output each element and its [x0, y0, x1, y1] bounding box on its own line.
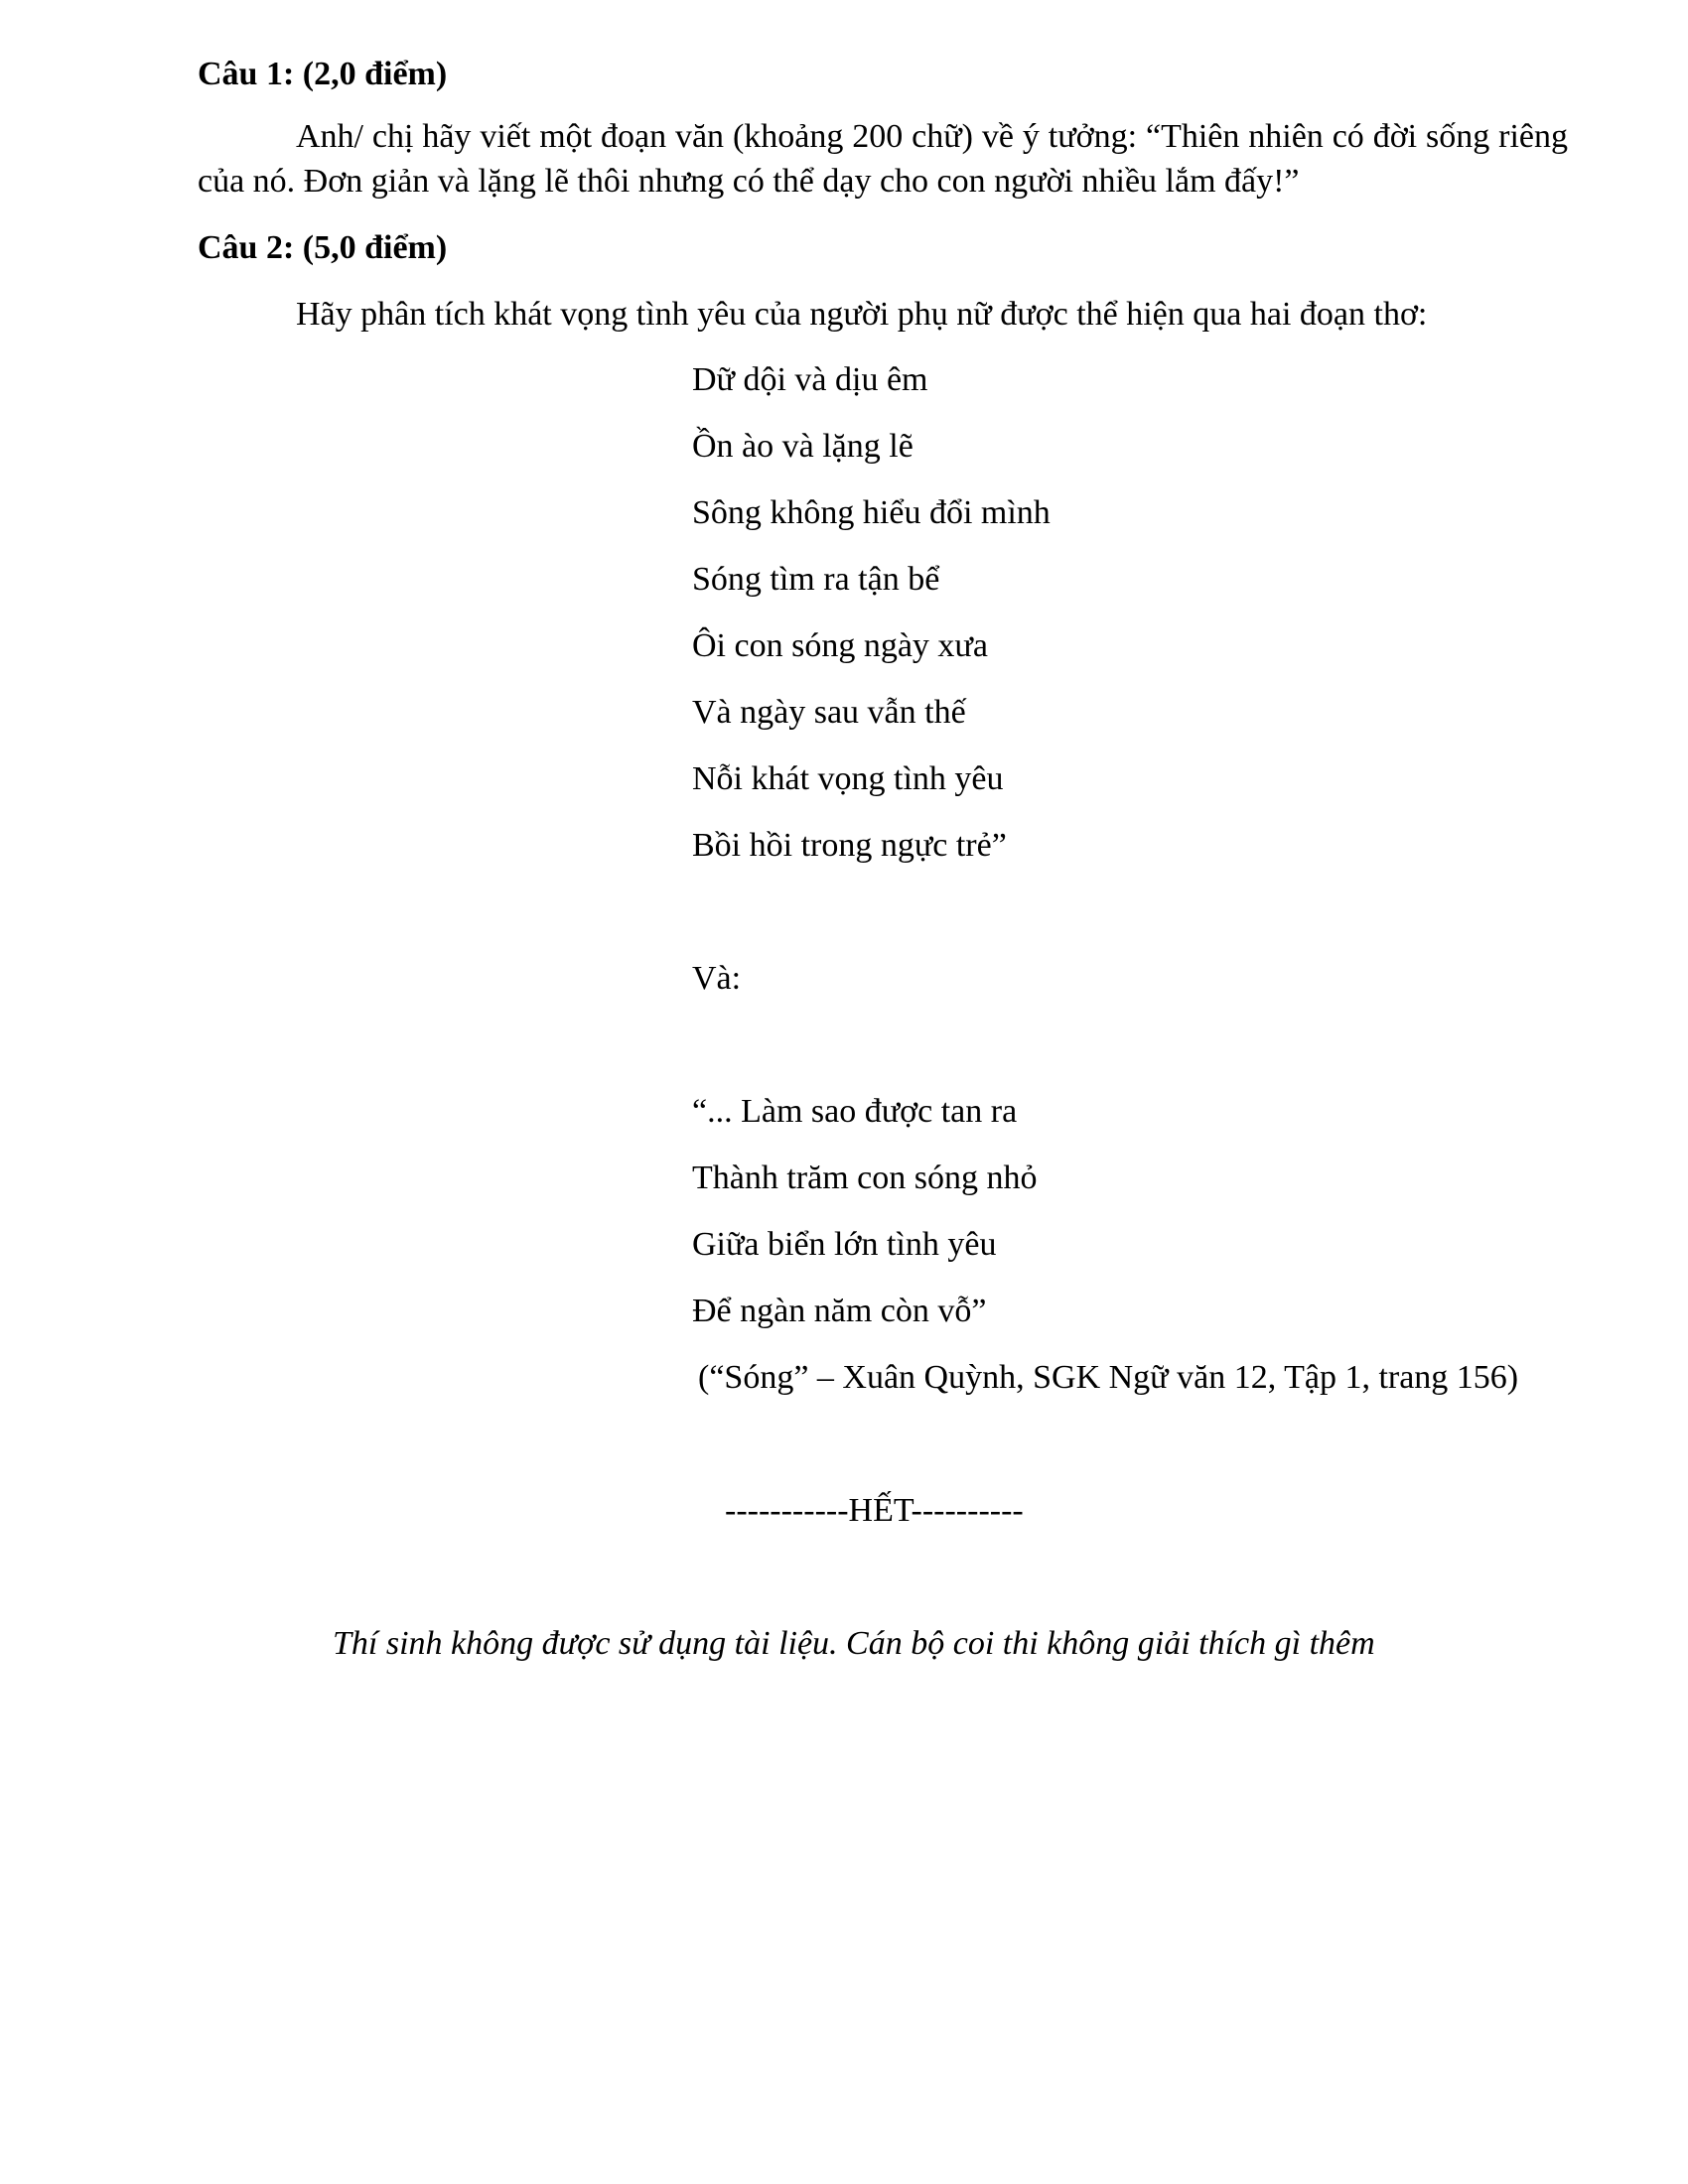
poem-line: “... Làm sao được tan ra: [692, 1093, 1018, 1130]
poem-line: Sông không hiểu đổi mình: [692, 494, 1051, 531]
poem-line: Ồn ào và lặng lẽ: [692, 428, 914, 465]
poem-line: Ôi con sóng ngày xưa: [692, 627, 988, 664]
question-1-heading: Câu 1: (2,0 điểm): [198, 56, 448, 92]
poem-line: Thành trăm con sóng nhỏ: [692, 1160, 1038, 1196]
poem-line: Và ngày sau vẫn thế: [692, 694, 966, 731]
footer-note: Thí sinh không được sử dụng tài liệu. Cán bộ coi thi không giải thích gì thêm: [333, 1625, 1375, 1662]
end-marker: -----------HẾT----------: [725, 1492, 1024, 1529]
poem-line: Nỗi khát vọng tình yêu: [692, 760, 1004, 797]
poem-source-citation: (“Sóng” – Xuân Quỳnh, SGK Ngữ văn 12, Tập 1, trang 156): [698, 1359, 1519, 1396]
question-2-prompt: Hãy phân tích khát vọng tình yêu của người phụ nữ được thể hiện qua hai đoạn thơ:: [296, 296, 1428, 333]
poem-line: Dữ dội và dịu êm: [692, 361, 928, 398]
poem-connector: Và:: [692, 960, 742, 997]
poem-line: Giữa biển lớn tình yêu: [692, 1226, 997, 1263]
poem-line: Để ngàn năm còn vỗ”: [692, 1293, 987, 1329]
poem-line: Sóng tìm ra tận bể: [692, 561, 940, 598]
question-2-heading: Câu 2: (5,0 điểm): [198, 229, 448, 266]
question-1-prompt: Anh/ chị hãy viết một đoạn văn (khoảng 200 chữ) về ý tưởng: “Thiên nhiên có đời sống riêng của nó. Đơn giản và lặng lẽ thôi nhưng có thể dạy cho con người nhiều lắm đấy!”: [198, 118, 1568, 200]
poem-line: Bồi hồi trong ngực trẻ”: [692, 827, 1007, 864]
